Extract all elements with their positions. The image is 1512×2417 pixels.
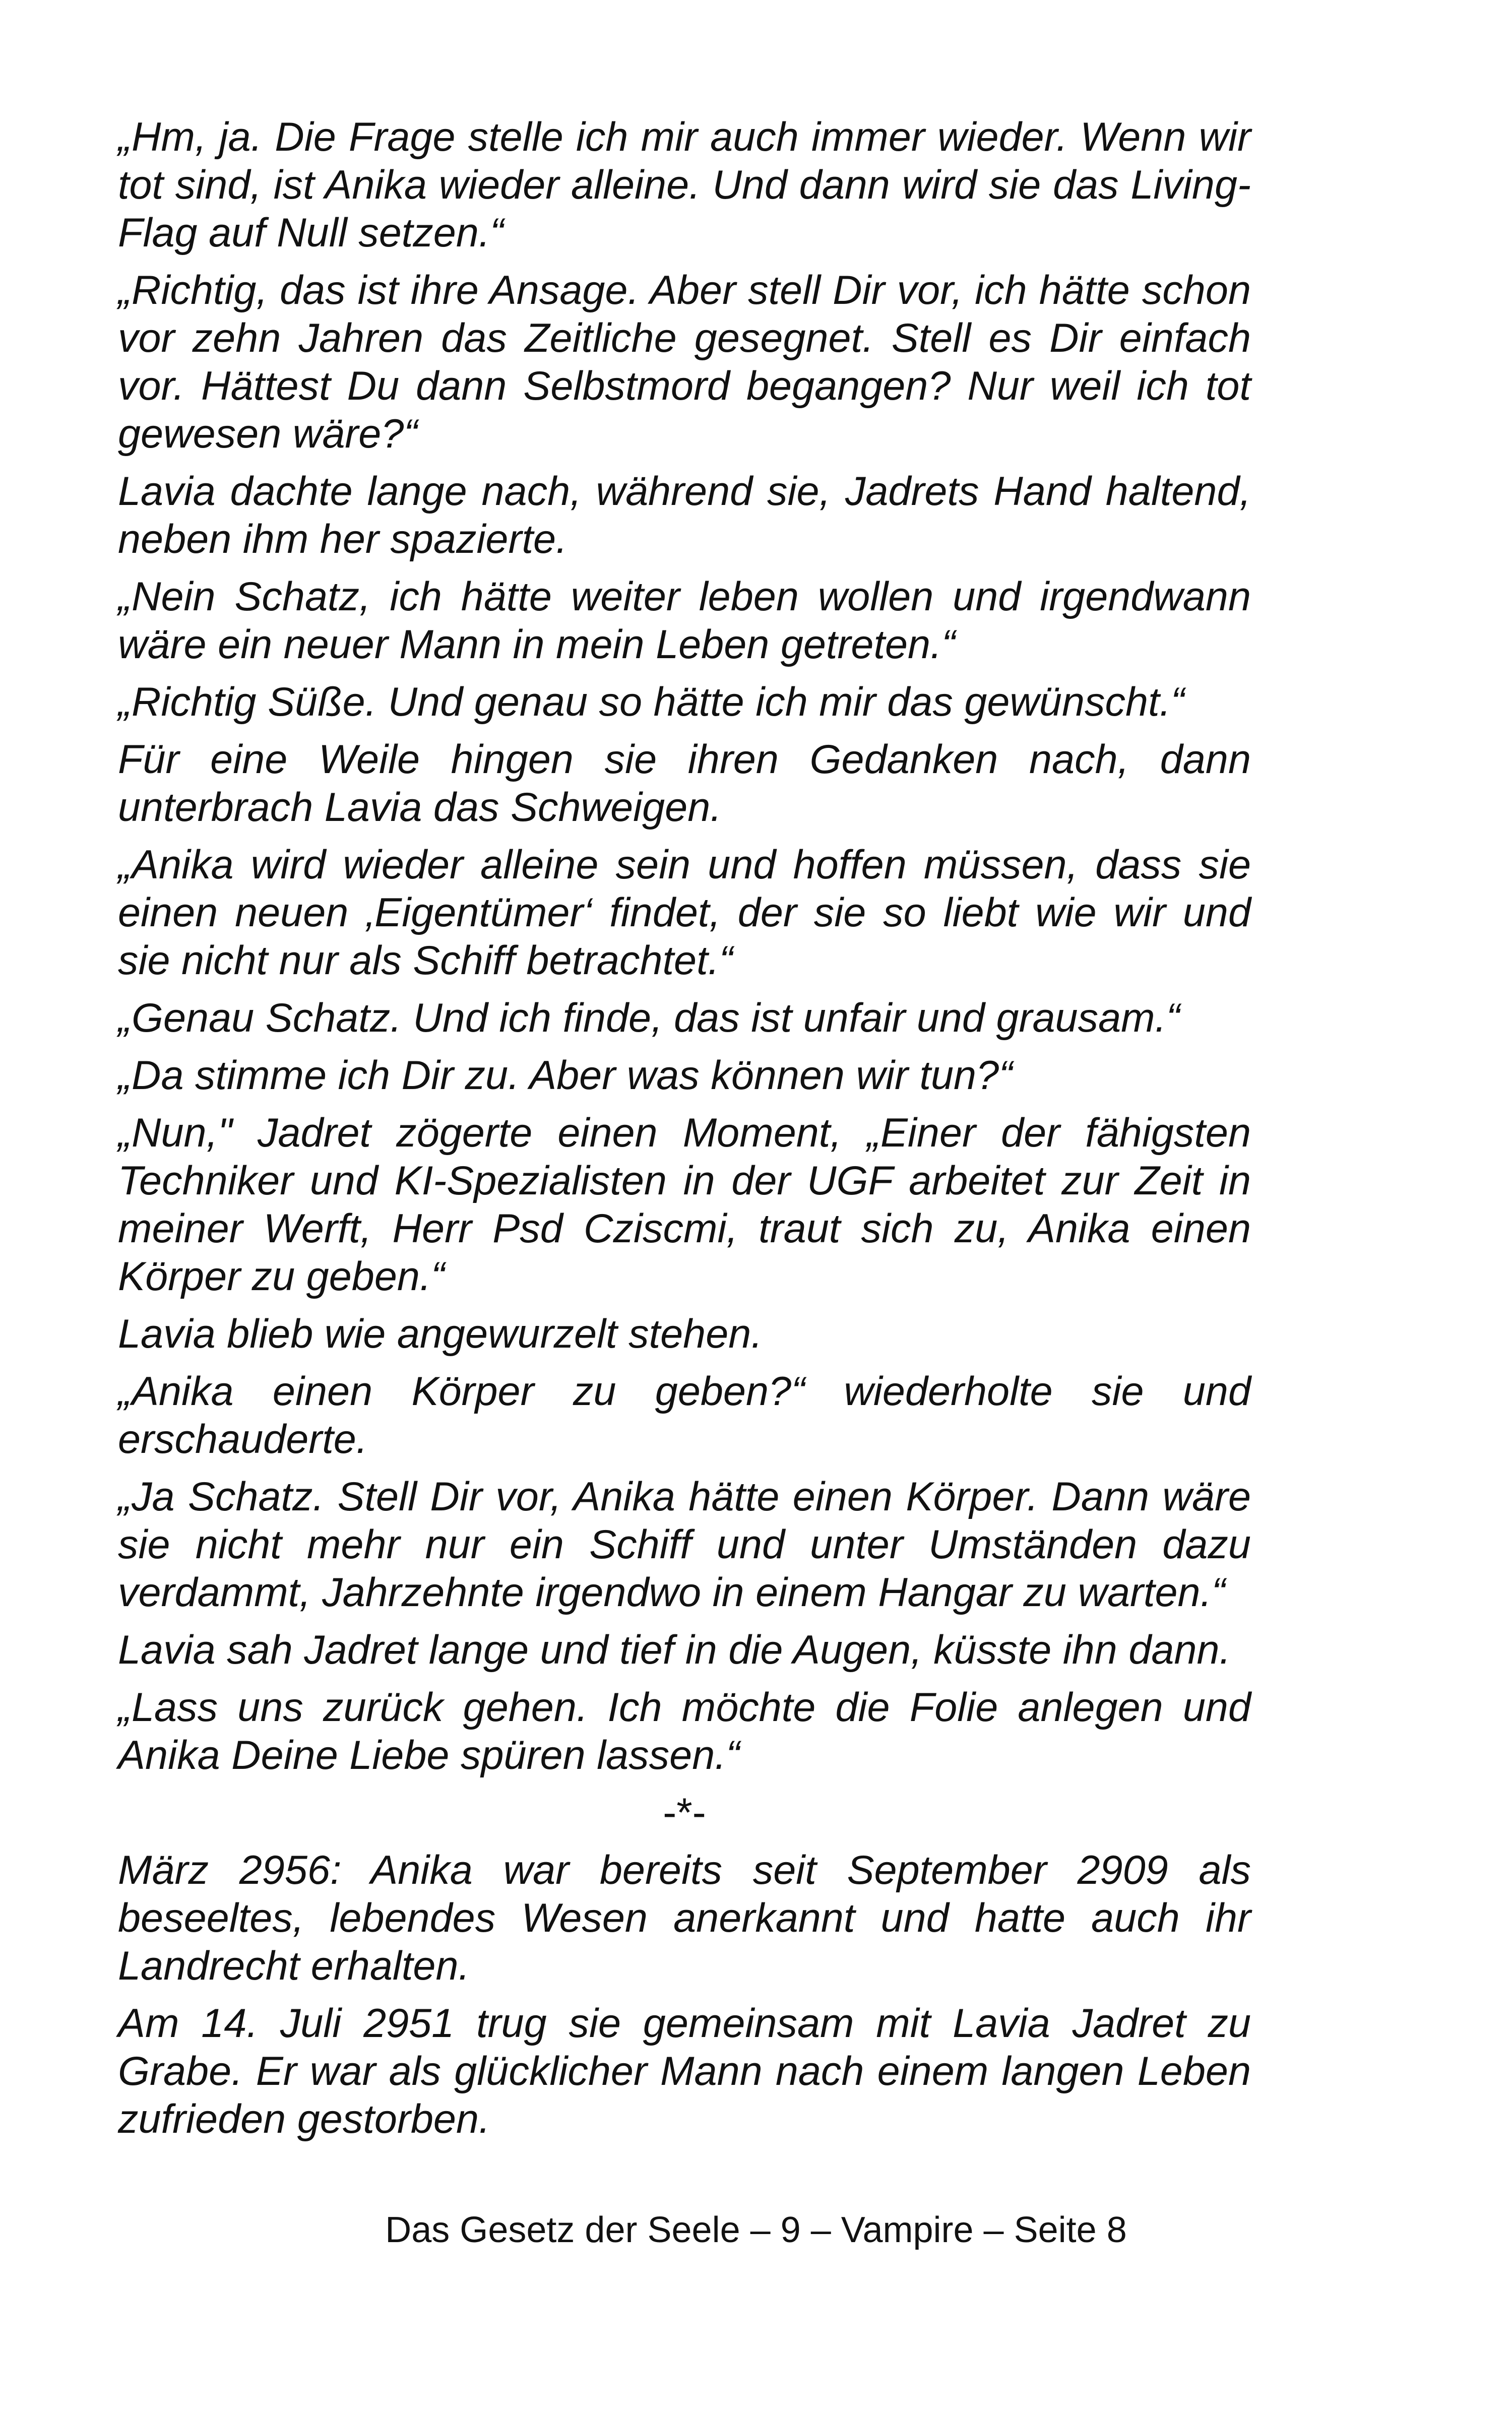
paragraph: „Nein Schatz, ich hätte weiter leben wollen und irgendwann wäre ein neuer Mann in mein Leben getreten.“ (118, 574, 1251, 667)
paragraph: „Hm, ja. Die Frage stelle ich mir auch immer wieder. Wenn wir tot sind, ist Anika wieder alleine. Und dann wird sie das Living-Flag auf Null setzen.“ (118, 114, 1251, 256)
paragraph: März 2956: Anika war bereits seit September 2909 als beseeltes, lebendes Wesen anerkannt und hatte auch ihr Landrecht erhalten. (118, 1848, 1251, 1989)
scene-separator: -*- (663, 1790, 706, 1835)
paragraph: Lavia dachte lange nach, während sie, Jadrets Hand haltend, neben ihm her spazierte. (118, 469, 1251, 562)
body-text (118, 113, 1251, 2153)
paragraph: „Nun," Jadret zögerte einen Moment, „Einer der fähigsten Techniker und KI-Spezialisten in der UGF arbeitet zur Zeit in meiner Werft, Herr Psd Cziscmi, traut sich zu, Anika einen Körper zu geben.“ (118, 1110, 1251, 1299)
paragraph: Am 14. Juli 2951 trug sie gemeinsam mit Lavia Jadret zu Grabe. Er war als glücklicher Mann nach einem langen Leben zufrieden gestorben. (118, 2001, 1251, 2142)
paragraph: „Da stimme ich Dir zu. Aber was können wir tun?“ (118, 1053, 1013, 1098)
paragraph: „Anika einen Körper zu geben?“ wiederholte sie und erschauderte. (118, 1369, 1251, 1462)
paragraph: „Anika wird wieder alleine sein und hoffen müssen, dass sie einen neuen ‚Eigentümer‘ findet, der sie so liebt wie wir und sie nicht nur als Schiff betrachtet.“ (118, 842, 1251, 983)
paragraph: „Genau Schatz. Und ich finde, das ist unfair und grausam.“ (118, 995, 1180, 1041)
paragraph: „Richtig, das ist ihre Ansage. Aber stell Dir vor, ich hätte schon vor zehn Jahren das Zeitliche gesegnet. Stell es Dir einfach vor. Hättest Du dann Selbstmord begangen? Nur weil ich tot gewesen wäre?“ (118, 268, 1251, 457)
paragraph: „Lass uns zurück gehen. Ich möchte die Folie anlegen und Anika Deine Liebe spüren lassen.“ (118, 1685, 1251, 1778)
paragraph: Für eine Weile hingen sie ihren Gedanken nach, dann unterbrach Lavia das Schweigen. (118, 737, 1251, 830)
paragraph: Lavia sah Jadret lange und tief in die Augen, küsste ihn dann. (118, 1627, 1231, 1673)
paragraph: Lavia blieb wie angewurzelt stehen. (118, 1311, 763, 1357)
paragraph: „Ja Schatz. Stell Dir vor, Anika hätte einen Körper. Dann wäre sie nicht mehr nur ein Schiff und unter Umständen dazu verdammt, Jahrzehnte irgendwo in einem Hangar zu warten.“ (118, 1474, 1251, 1615)
page-footer: Das Gesetz der Seele – 9 – Vampire – Seite 8 (385, 2210, 1127, 2250)
paragraph: „Richtig Süße. Und genau so hätte ich mir das gewünscht.“ (118, 679, 1185, 725)
